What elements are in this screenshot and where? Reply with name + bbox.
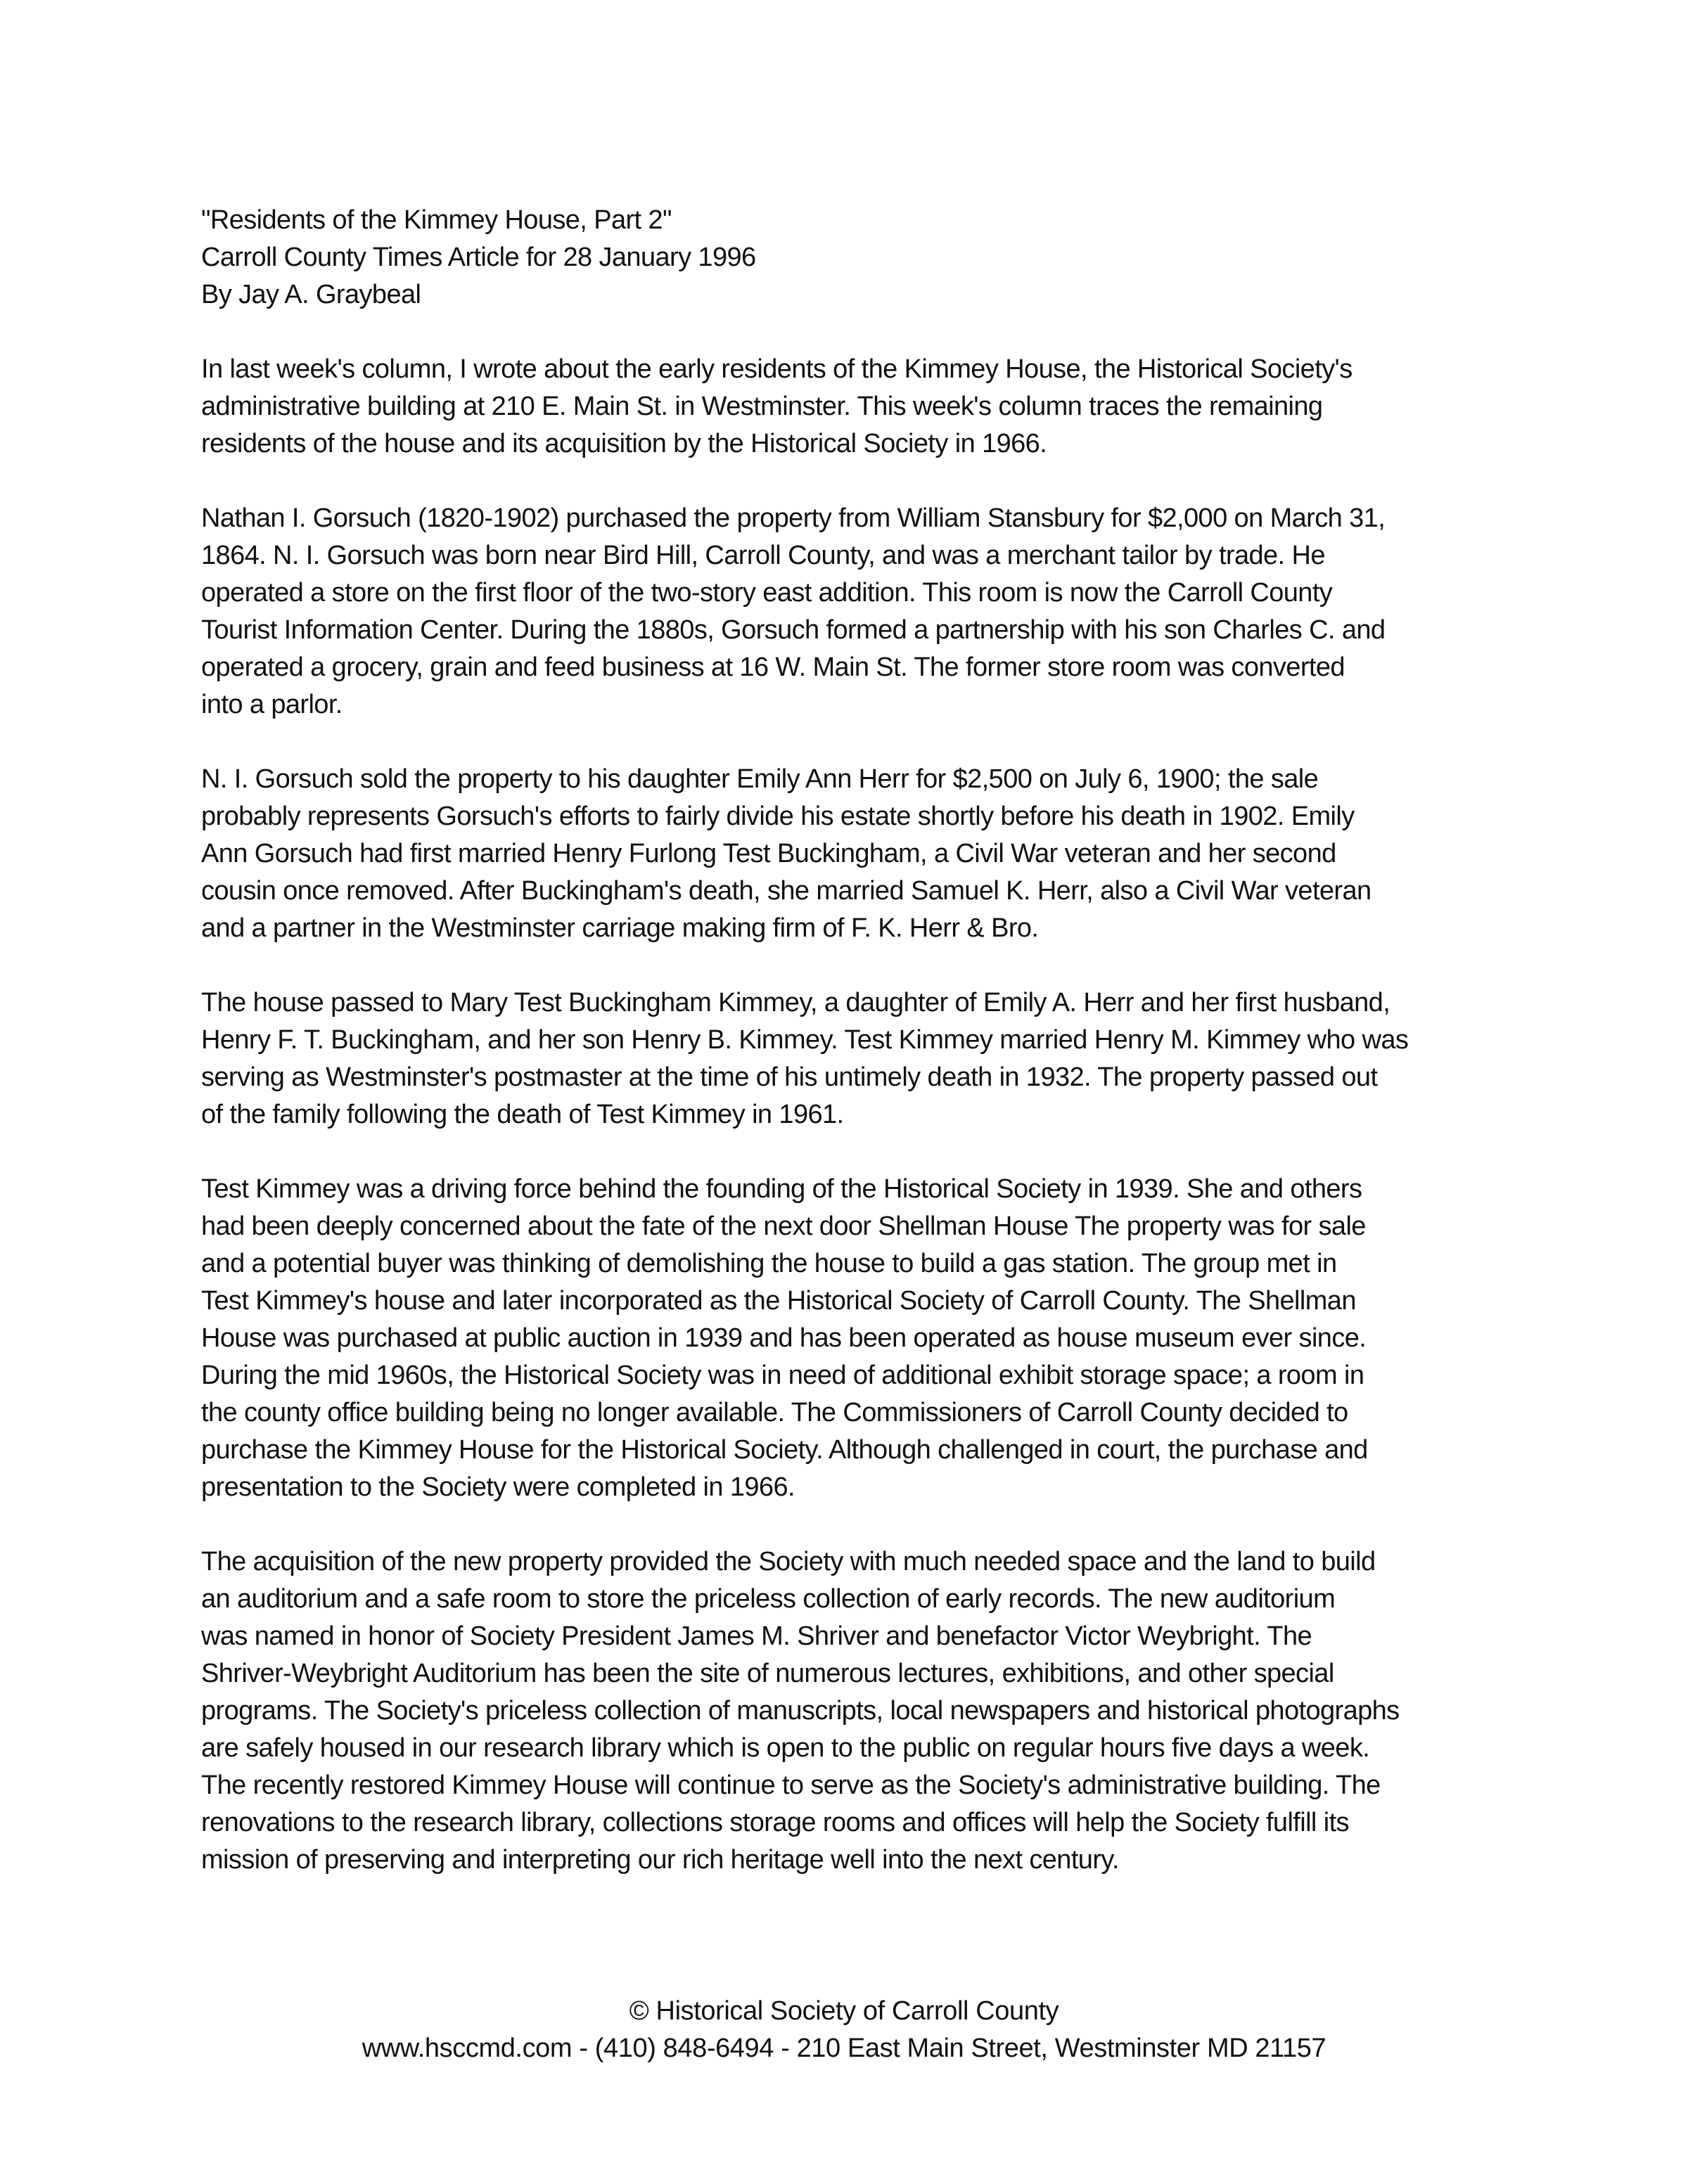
paragraph-line: the county office building being no longer available. The Commissioners of Carroll County decided to [201,1398,1348,1427]
paragraph-line: operated a grocery, grain and feed business at 16 W. Main St. The former store room was converted [201,653,1345,682]
article-source: Carroll County Times Article for 28 January 1996 [201,243,756,272]
paragraph [201,351,1537,463]
paragraph-line: of the family following the death of Test Kimmey in 1961. [201,1100,844,1129]
footer-contact: www.hsccmd.com - (410) 848-6494 - 210 East Main Street, Westminster MD 21157 [362,2034,1326,2063]
footer [0,1993,1688,2067]
paragraph-line: into a parlor. [201,690,343,719]
footer-copyright: © Historical Society of Carroll County [629,1996,1059,2026]
paragraph-line: operated a store on the first floor of the two-story east addition. This room is now the Carroll County [201,578,1333,608]
paragraph-line: In last week's column, I wrote about the early residents of the Kimmey House, the Historical Society's [201,354,1353,384]
paragraph-line: purchase the Kimmey House for the Historical Society. Although challenged in court, the purchase and [201,1435,1368,1465]
paragraph-line: presentation to the Society were completed in 1966. [201,1472,795,1502]
paragraph-line: Henry F. T. Buckingham, and her son Henry B. Kimmey. Test Kimmey married Henry M. Kimmey who was [201,1025,1409,1055]
article-body [201,314,1537,1879]
paragraph-spacer [201,724,1537,761]
paragraph-line: and a partner in the Westminster carriage making firm of F. K. Herr & Bro. [201,913,1039,943]
paragraph-spacer [201,1506,1537,1543]
paragraph [201,761,1537,947]
paragraph-line: administrative building at 210 E. Main St. in Westminster. This week's column traces the remaining [201,392,1323,421]
paragraph-line: residents of the house and its acquisition by the Historical Society in 1966. [201,429,1047,458]
paragraph-line: an auditorium and a safe room to store the priceless collection of early records. The new auditorium [201,1584,1336,1614]
paragraph-spacer [201,1133,1537,1171]
paragraph-line: Test Kimmey was a driving force behind the founding of the Historical Society in 1939. She and others [201,1174,1362,1204]
paragraph-line: The house passed to Mary Test Buckingham Kimmey, a daughter of Emily A. Herr and her first husband, [201,988,1390,1017]
article-title: "Residents of the Kimmey House, Part 2" [201,205,672,235]
paragraph-line: programs. The Society's priceless collection of manuscripts, local newspapers and historical photographs [201,1696,1400,1726]
paragraph [201,984,1537,1133]
paragraph-line: Nathan I. Gorsuch (1820-1902) purchased the property from William Stansbury for $2,000 on March 31, [201,503,1386,533]
paragraph-line: was named in honor of Society President James M. Shriver and benefactor Victor Weybright. The [201,1621,1312,1651]
paragraph-line: The recently restored Kimmey House will continue to serve as the Society's administrative building. The [201,1771,1381,1800]
paragraph-line: The acquisition of the new property provided the Society with much needed space and the land to build [201,1547,1376,1576]
paragraph-line: cousin once removed. After Buckingham's death, she married Samuel K. Herr, also a Civil War veteran [201,876,1372,906]
article-byline: By Jay A. Graybeal [201,280,421,309]
paragraph-line: Ann Gorsuch had first married Henry Furlong Test Buckingham, a Civil War veteran and her second [201,839,1336,868]
paragraph-line: House was purchased at public auction in 1939 and has been operated as house museum ever since. [201,1323,1367,1353]
paragraph [201,1543,1537,1879]
paragraph-line: Tourist Information Center. During the 1880s, Gorsuch formed a partnership with his son Charles C. and [201,615,1386,645]
paragraph-line: N. I. Gorsuch sold the property to his daughter Emily Ann Herr for $2,500 on July 6, 1900; the sale [201,764,1319,794]
paragraph [201,1171,1537,1506]
paragraph-line: Test Kimmey's house and later incorporated as the Historical Society of Carroll County. The Shellman [201,1286,1356,1316]
paragraph-line: During the mid 1960s, the Historical Society was in need of additional exhibit storage space; a room in [201,1361,1364,1390]
paragraph-spacer [201,463,1537,500]
paragraph-spacer [201,314,1537,351]
paragraph-line: renovations to the research library, collections storage rooms and offices will help the Society fulfill its [201,1808,1349,1837]
paragraph [201,500,1537,724]
paragraph-line: and a potential buyer was thinking of demolishing the house to build a gas station. The group met in [201,1249,1337,1278]
article [201,202,1537,1879]
paragraph-line: are safely housed in our research library which is open to the public on regular hours five days a week. [201,1733,1370,1763]
paragraph-spacer [201,947,1537,984]
paragraph-line: mission of preserving and interpreting our rich heritage well into the next century. [201,1845,1119,1875]
paragraph-line: 1864. N. I. Gorsuch was born near Bird Hill, Carroll County, and was a merchant tailor by trade. He [201,541,1325,570]
article-header [201,202,1537,314]
paragraph-line: had been deeply concerned about the fate of the next door Shellman House The property was for sale [201,1212,1366,1241]
paragraph-line: probably represents Gorsuch's efforts to fairly divide his estate shortly before his death in 1902. Emily [201,802,1355,831]
paragraph-line: serving as Westminster's postmaster at the time of his untimely death in 1932. The property passed out [201,1062,1378,1092]
paragraph-line: Shriver-Weybright Auditorium has been the site of numerous lectures, exhibitions, and other special [201,1659,1334,1688]
